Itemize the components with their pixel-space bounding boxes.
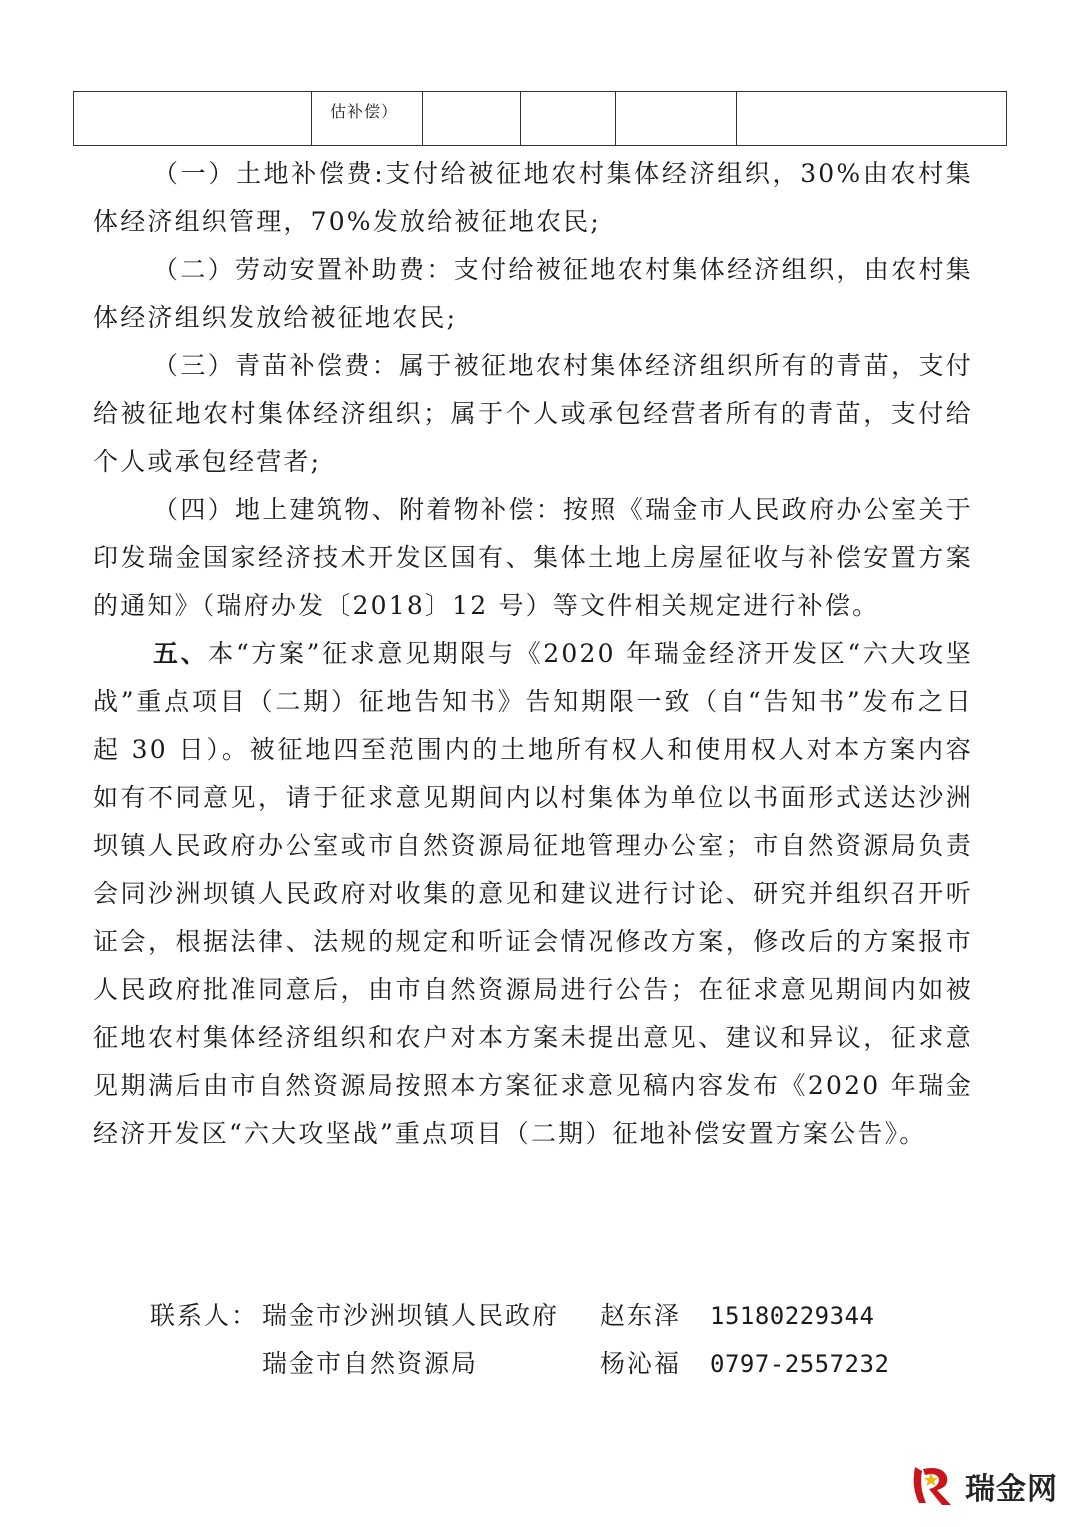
watermark xyxy=(909,1463,1058,1509)
table-cell: 估补偿） xyxy=(312,92,423,146)
table-fragment xyxy=(73,91,1007,146)
section-number: 五、 xyxy=(153,639,209,668)
paragraph-building-compensation: （四）地上建筑物、附着物补偿：按照《瑞金市人民政府办公室关于印发瑞金国家经济技术开发区国有、集体土地上房屋征收与补偿安置方案的通知》（瑞府办发〔2018〕12 号）等文件相关规定进行补偿。 xyxy=(93,495,973,620)
ruijin-logo-icon xyxy=(909,1463,959,1509)
contact-person: 杨沁福 xyxy=(600,1349,682,1378)
contact-phone: 15180229344 xyxy=(710,1302,875,1330)
paragraph-section-five: 五、本“方案”征求意见期限与《2020 年瑞金经济开发区“六大攻坚战”重点项目（二期）征地告知书》告知期限一致（自“告知书”发布之日起 30 日）。被征地四至范围内的土地所有权人和使用权人对本方案内容如有不同意见，请于征求意见期间内以村集体为单位以书面形式送达沙洲坝镇人民政府办公室或市自然资源局征地管理办公室；市自然资源局负责会同沙洲坝镇人民政府对收集的意见和建议进行讨论、研究并组织召开听证会，根据法律、法规的规定和听证会情况修改方案，修改后的方案报市人民政府批准同意后，由市自然资源局进行公告；在征求意见期间内如被征地农村集体经济组织和农户对本方案未提出意见、建议和异议，征求意见期满后由市自然资源局按照本方案征求意见稿内容发布《2020 年瑞金经济开发区“六大攻坚战”重点项目（二期）征地补偿安置方案公告》。 xyxy=(93,639,973,1148)
contact-row xyxy=(150,1292,970,1340)
table-cell xyxy=(616,92,737,146)
paragraph-crop-compensation: （三）青苗补偿费：属于被征地农村集体经济组织所有的青苗，支付给被征地农村集体经济组织；属于个人或承包经营者所有的青苗，支付给个人或承包经营者; xyxy=(93,351,973,476)
contact-phone: 0797-2557232 xyxy=(710,1350,890,1378)
contact-person: 赵东泽 xyxy=(600,1301,682,1330)
document-body xyxy=(93,150,973,1158)
table-cell xyxy=(74,92,312,146)
contact-row xyxy=(150,1340,970,1388)
table-row xyxy=(74,92,1007,146)
table-cell xyxy=(423,92,521,146)
contact-org: 瑞金市自然资源局 xyxy=(262,1349,479,1378)
table-cell xyxy=(521,92,616,146)
contact-label: 联系人： xyxy=(150,1301,259,1330)
table-cell xyxy=(737,92,1007,146)
contact-org: 瑞金市沙洲坝镇人民政府 xyxy=(262,1301,560,1330)
contacts-block xyxy=(150,1292,970,1388)
watermark-text: 瑞金网 xyxy=(965,1472,1058,1507)
paragraph-land-compensation: （一）土地补偿费:支付给被征地农村集体经济组织，30%由农村集体经济组织管理，70%发放给被征地农民; xyxy=(93,159,973,236)
paragraph-labor-resettlement: （二）劳动安置补助费：支付给被征地农村集体经济组织，由农村集体经济组织发放给被征地农民; xyxy=(93,255,973,332)
